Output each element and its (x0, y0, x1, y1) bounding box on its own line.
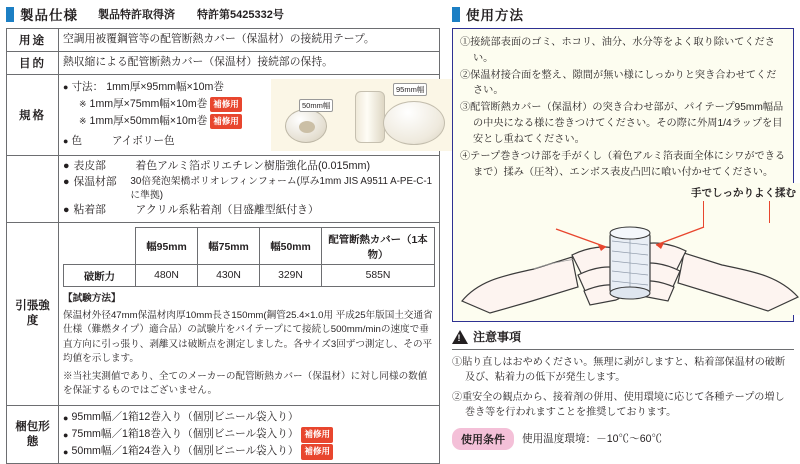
usage-condition-badge: 使用条件 (452, 428, 514, 450)
test-method-title: 【試験方法】 (63, 292, 121, 304)
list-item (63, 175, 435, 203)
dim-value: 1mm厚×95mm幅×10m巻 (106, 81, 224, 93)
packing-value: 75mm幅／1箱18巻入り（個別ビニール袋入り） (71, 428, 299, 441)
material-name: 粘着部 (73, 204, 106, 217)
row-label-kikaku: 規格 (7, 75, 59, 156)
table-row (7, 52, 440, 75)
blue-bar-icon (452, 7, 460, 22)
table-row (64, 264, 435, 286)
packing-value: 50mm幅／1箱24巻入り（個別ビニール袋入り） (71, 445, 299, 458)
blue-bar-icon (6, 7, 14, 22)
status-badge: 補修用 (210, 114, 242, 130)
usage-condition-row (452, 428, 794, 450)
row-label-pull-strength: 引張強度 (7, 222, 59, 406)
col-header: 幅95mm (136, 227, 198, 264)
usage-instructions-box (452, 28, 794, 322)
caution-section (452, 328, 794, 420)
bullet-icon: ● (63, 175, 70, 188)
warning-triangle-icon (452, 330, 468, 344)
color-label: 色 (71, 134, 83, 147)
table-row (7, 156, 440, 223)
left-section-header (6, 4, 440, 24)
list-item (63, 443, 435, 460)
cell-value: 480N (136, 264, 198, 286)
material-value: 30倍発泡架橋ポリオレフィンフォーム(厚み1mm JIS A9511 A-PE-C-1に準拠) (130, 175, 433, 201)
list-item (63, 79, 271, 96)
usage-condition-text: 使用温度環境：－10℃～60℃ (522, 433, 663, 446)
cell-value: 329N (260, 264, 322, 286)
illustration-annotation: 手でしっかりよく揉む (691, 187, 796, 200)
usage-illustration (460, 183, 800, 315)
table-row (7, 406, 440, 464)
material-name: 保温材部 (73, 175, 117, 188)
table-row (7, 29, 440, 52)
right-column (452, 4, 794, 450)
spec-table (6, 28, 440, 464)
list-item: ③配管断熱カバー（保温材）の突き合わせ部が、パイテープ95mm幅品の中央になる様に巻きつけてください。その際に外周1/4ラップを目安とし重ねてください。 (460, 102, 784, 145)
list-item (63, 96, 271, 113)
right-section-header (452, 4, 794, 24)
row-value-mokuteki: 熱収縮による配管断熱カバー（保温材）接続部の保持。 (63, 56, 333, 69)
list-item (63, 203, 435, 219)
row-value-yoto: 空調用被覆鋼管等の配管断熱カバー（保温材）の接続用テープ。 (63, 33, 375, 46)
usage-title: 使用方法 (466, 8, 524, 23)
table-header-row (64, 227, 435, 264)
status-badge: 補修用 (210, 97, 242, 113)
cell-value: 585N (322, 264, 435, 286)
test-method-note (63, 292, 435, 399)
test-method-text: 保温材外径47mm保温材肉厚10mm長さ150mm(鋼管25.4×1.0用 平成25年版国土交通省仕様（難燃タイプ）適合品）の試験片をパイテープにて接続し500mm/minの速度で垂直方向に引っ張り、剥離又は破断点を測定しました。各サイズ3回ずつ測定し、その平均値を示します。 (63, 310, 433, 365)
caution-title: 注意事項 (473, 330, 522, 345)
table-row (7, 222, 440, 406)
col-header: 幅75mm (198, 227, 260, 264)
bullet-icon: ● (63, 446, 69, 457)
material-name: 表皮部 (73, 160, 106, 172)
patent-number-label: 特許第5425332号 (197, 9, 284, 21)
row-label-packing: 梱包形態 (7, 406, 59, 464)
list-item (63, 133, 271, 150)
hands-pipe-illustration (460, 183, 800, 315)
usage-steps (460, 35, 786, 180)
tape-roll-50-image (355, 91, 385, 143)
list-item (63, 159, 435, 175)
bullet-icon: ※ (79, 99, 87, 110)
bullet-icon: ※ (79, 116, 87, 127)
photo-caption-95: 95mm幅 (393, 83, 427, 96)
packing-value: 95mm幅／1箱12巻入り（個別ビニール袋入り） (71, 411, 299, 424)
bullet-icon: ● (63, 429, 69, 440)
list-item: ②保温材接合面を整え、隙間が無い様にしっかりと突き合わせてください。 (460, 69, 777, 97)
row-label-yoto: 用途 (7, 29, 59, 52)
patent-acquired-label: 製品特許取得済 (98, 9, 175, 21)
color-value: アイボリー色 (112, 134, 175, 147)
bullet-icon: ● (63, 204, 70, 217)
table-row (7, 75, 440, 156)
tape-roll-75-image (383, 101, 445, 145)
list-item: ①接続部表面のゴミ、ホコリ、油分、水分等をよく取り除いてください。 (460, 37, 775, 64)
list-item: ④テープ巻きつけ部を手がくし（着色アルミ箔表面全体にシワができるまで）揉み（圧착）、エンボス表皮凸凹に喰い付かせてください。 (460, 150, 786, 178)
dim-value: 1mm厚×50mm幅×10m巻 (89, 114, 208, 127)
bullet-icon: ● (63, 160, 70, 172)
list-item: ①貼り直しはおやめください。無理に剥がしますと、粘着部保温材の破断及び、粘着力の低下が発生します。 (452, 357, 786, 384)
list-item (63, 426, 435, 443)
page-title: 製品仕様 (20, 8, 78, 23)
bullet-icon: ● (63, 136, 69, 147)
dim-label: 寸法： (71, 81, 104, 93)
pull-strength-table (63, 227, 435, 287)
status-badge: 補修用 (301, 444, 333, 460)
row-header: 破断力 (64, 264, 136, 286)
caution-header (452, 328, 794, 345)
material-value: 着色アルミ箔ポリエチレン樹脂強化品(0.015mm) (135, 160, 371, 172)
list-item (63, 113, 271, 130)
row-label-mokuteki: 目的 (7, 52, 59, 75)
col-header: 配管断熱カバー（1本物） (322, 227, 435, 264)
list-item (63, 409, 435, 426)
col-header: 幅50mm (260, 227, 322, 264)
product-photo (271, 79, 481, 151)
cell-value: 430N (198, 264, 260, 286)
photo-caption-50: 50mm幅 (299, 99, 333, 112)
test-method-disclaimer: ※当社実測値であり、全てのメーカーの配管断熱カバー（保温材）に対し同様の数値を保証するものではございません。 (63, 370, 428, 397)
left-column (6, 4, 440, 464)
caution-items (452, 349, 794, 420)
status-badge: 補修用 (301, 427, 333, 443)
bullet-icon: ● (63, 82, 69, 93)
kikaku-dimensions (63, 79, 271, 151)
material-value: アクリル系粘着剤（目盛離型紙付き） (135, 204, 319, 217)
tape-roll-95-image (285, 109, 327, 143)
bullet-icon: ● (63, 412, 69, 423)
dim-value: 1mm厚×75mm幅×10m巻 (89, 97, 208, 110)
product-photo-area (271, 79, 481, 151)
row-label-material (7, 156, 59, 223)
list-item: ②重安全の観点から、接着剤の併用、使用環境に応じて各種テープの増し巻き等を行われますことを推奨しております。 (452, 391, 785, 418)
